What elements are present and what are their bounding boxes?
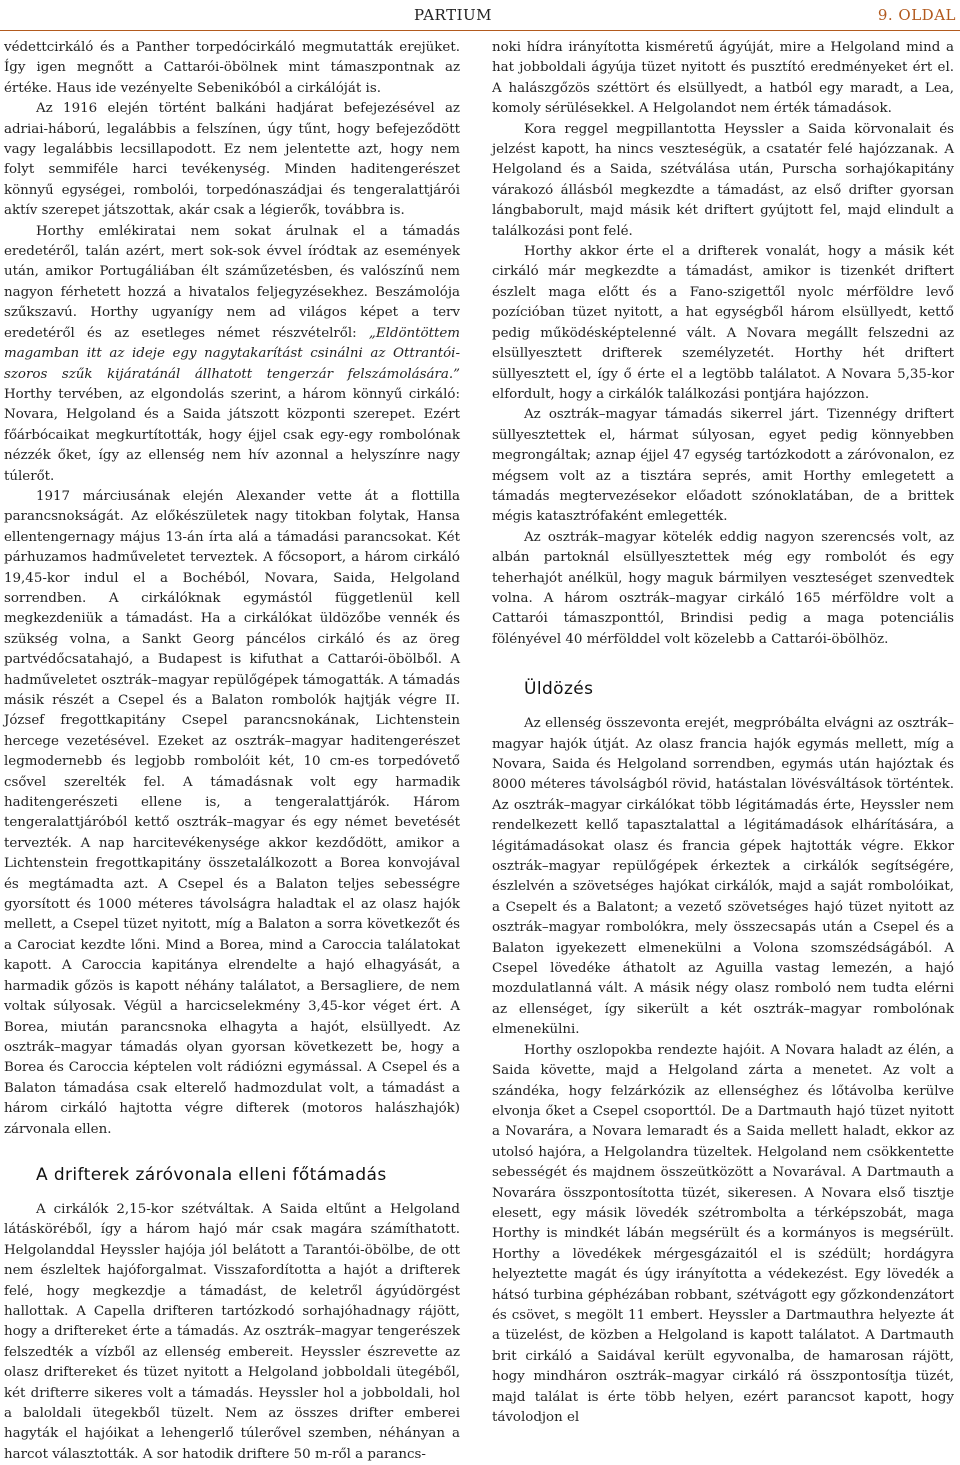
paragraph [4, 222, 460, 487]
section-heading: Üldözés [524, 679, 594, 700]
right-column [492, 38, 954, 1425]
page-number: 9. OLDAL [877, 6, 956, 24]
paragraph: Kora reggel megpillantotta Heyssler a Saida körvonalait és jelzést kapott, ha nincs veszteségük, a csatatér felé hajózzanak. A Helgoland és a Saida, szétválása után, Purscha sorhajókapitány várakozó állásból megkezdte a támadást, az első drifter gyorsan lángbaborult, majd másik két driftert gyújtott fel, majd elindult a találkozási pont felé. [492, 121, 954, 239]
paragraph: Az osztrák–magyar támadás sikerrel járt. Tizennégy driftert süllyesztettek el, hármat súlyosan, egyet pedig könnyebben megrongáltak; aznap éjjel 47 egység tartózkodott a záróvonalon, ez mégsem volt az a tisztára seprés, amit Horthy emlegetett a támadás megtervezésekor előadott szónoklatában, de a brittek mégis katasztrófaként emlegették. [492, 407, 954, 525]
header-rule [0, 30, 960, 31]
left-column [4, 38, 460, 1462]
paragraph-text: Horthy emlékiratai nem sokat árulnak el a támadás eredetéről, talán azért, mert sok-sok évvel íródtak az események után, amikor Portugáliában élt száműzetésben, és valószínű nem nagyon férhetett hozzá a hivatalos feljegyzésekhez. Beszámolója szűkszavú. Horthy ugyanígy nem ad világos képet a terv eredetéről és az esetleges német részvételről: [4, 223, 460, 341]
paragraph: Az 1916 elején történt balkáni hadjárat befejezésével az adriai-háború, legalábbis a felszínen, úgy tűnt, hogy befejeződött vagy legalábbis lecsillapodott. Ez nem jelentette azt, hogy nem folyt semmiféle harci tevékenység. Minden haditengerészet könnyű egységei, rombolói, torpedónaszádjai és tengeralattjárói aktív szerepet játszottak, akár csak a légierők, továbbra is. [4, 101, 460, 219]
paragraph: Az osztrák–magyar kötelék eddig nagyon szerencsés volt, az albán partoknál elsüllyesztettek még egy rombolót és egy teherhajót anélkül, hogy maguk bármilyen veszteséget szenvedtek volna. A három osztrák–magyar cirkáló 165 mérföldre volt a Cattarói támaszponttól, Brindisi pedig a maga potenciális fölényével 40 mérfölddel volt közelebb a Cattarói-öbölhöz. [492, 529, 954, 647]
section-heading: A drifterek záróvonala elleni főtámadás [36, 1164, 387, 1185]
paragraph: noki hídra irányította kisméretű ágyúját, mire a Helgoland mind a hat jobboldali ágyúja tüzet nyitott és pusztító eredményeket ért el. A halászgőzös széttört és elsüllyedt, a hatból egy maradt, a Lea, komoly sérülésekkel. A Helgolandot nem érték támadások. [492, 40, 954, 117]
paragraph: Horthy oszlopokba rendezte hajóit. A Novara haladt az élén, a Saida követte, majd a Helgoland zárta a menetet. Az volt a szándéka, hogy felzárkózik az ellenséghez és lőtávolba kerülve elvonja őket a Csepel csoporttól. De a Dartmauth hajó tüzet nyitott a Novarára, a Novara lemaradt és a Saida mellett haladt, ekkor az utolsó hajóra, a Helgolandra tüzeltek. Helgoland nem csökkentette sebességét és majdnem összeütközött a Novarával. A Dartmauth a Novarára összpontosította tüzét, sikeresen. A Novara első tisztje elesett, egy másik lövedék szétrombolta a térképszobát, maga Horthy is mindkét lábán megsérült és a kormányos is megsérült. Horthy a lövedékek mérgesgázaitól el is szédült; hordágyra helyeztette magát és úgy irányította a védekezést. Egy lövedék a hátsó turbina géphézában robbant, szétvágott egy gőzkondenzátort és csövet, s megölt 11 embert. Heyssler a Dartmauthra helyezte át a tüzelést, de közben a Helgoland is kapott találatot. A Dartmauth brit cirkáló a Saidával került egyvonalba, de hamarosan rájött, hogy mindháron osztrák–magyar cirkáló rá összpontosítja tüzét, majd találat is érte több helyen, ezért parancsot kapott, hogy távolodjon el [492, 1042, 954, 1425]
section-title: PARTIUM [414, 6, 493, 24]
paragraph: Az ellenség összevonta erejét, megpróbálta elvágni az osztrák–magyar hajók útját. Az olasz francia hajók egymás mellett, míg a Novara, Saida és Helgoland sorrendben, egymás után hajóztak és 8000 méteres távolságból rövid, hatástalan lövésváltások történtek. Az osztrák–magyar cirkálókat több légitámadás érte, Heyssler nem rendelkezett kellő tapasztalattal a légitámadások elhárítására, a légitámadásokat olasz és francia gépek hajtották végre. Ekkor osztrák–magyar repülőgépek érkeztek a cirkálók segítségére, észlelvén a szövetséges hajókat cirkálók, majd a saját rombolóikat, a Csepelt és a Balatont; a vezető szövetséges hajó tüzet nyitott az osztrák–magyar rombolókra, mely összecsapás után a Csepel és a Balaton igyekezett elmenekülni a Volona szomszédságából. A Csepel lövedéke áthatolt az Aguilla vastag lemezén, a hajó mozdulatlanná vált. A másik négy olasz romboló nem tudta elérni az ellenséget, így sikerült a két osztrák–magyar rombolónak elmenekülni. [492, 716, 954, 1038]
horthy-quote: „Eldöntöttem magamban itt az ideje egy nagytakarítást csinálni az Ottrantói-szoros szűk kijáratánál állhatott tengerzár felszámolására.” [4, 325, 460, 382]
paragraph: védettcirkáló és a Panther torpedócirkáló megmutatták erejüket. Így igen megnőtt a Cattarói-öbölnek mint támaszpontnak az értéke. Haus ide vezényelte Sebenikóból a cirkálóját is. [4, 40, 460, 96]
page-header [0, 0, 960, 34]
paragraph: A cirkálók 2,15-kor szétváltak. A Saida eltűnt a Helgoland látásköréből, így a három hajó már csak magára számíthatott. Helgolanddal Heyssler hajója jól belátott a Tarantói-öbölbe, de ott nem észleltek hajóforgalmat. Visszafordította a hajót a drifterek felé, hogy megkezdje a támadást, de keletről ágyúdörgést hallottak. A Capella drifteren tartózkodó sorhajóhadnagy rájött, hogy a driftereket érte a támadás. Az osztrák–magyar tengerészek felszedték a vízből az ellenség embereit. Heyssler észrevette az olasz driftereket és tüzet nyitott a Helgoland jobboldali ütegéből, két drifterre sikeres volt a támadás. Heyssler hol a jobboldali, hol a baloldali ütegekből tüzelt. Nem az összes drifter emberei hagyták el hajóikat a lehengerlő túlerővel szemben, néhányan a harcot választották. A sor hatodik driftere 50 m-ről a parancs- [4, 1201, 460, 1462]
paragraph-text: Horthy tervében, az elgondolás szerint, a három könnyű cirkáló: Novara, Helgoland és a Saida játszott központi szerepet. Ezért főárbócaikat megkurtították, hogy éjjel csak egy-egy rombolónak nézzék őket, így az ellenség nem hív azonnal a helyszínre nagy túlerőt. [4, 386, 460, 484]
paragraph: 1917 márciusának elején Alexander vette át a flottilla parancsnokságát. Az előkészületek nagy titokban folytak, Hansa ellentengernagy május 13-án írta alá a támadási parancsokat. Két párhuzamos hadműveletet terveztek. A főcsoport, a három cirkáló 19,45-kor indul el a Bochéból, Novara, Saida, Helgoland sorrendben. A cirkálóknak egymástól függetlenül kell megkezdeniük a támadást. Ha a cirkálókat üldözőbe vennék és szükség volna, a Sankt Georg páncélos cirkáló és az öreg partvédőcsatahajó, a Budapest is kifuthat a Cattarói-öbölből. A hadműveletet osztrák–magyar repülőgépek támogatták. A támadás másik részét a Csepel és a Balaton rombolók hajtják végre II. József fregottkapitány Csepel parancsnokának, Lichtenstein hercege vezetésével. Ezeket az osztrák–magyar haditengerészet legmodernebb és legjobb rombolóit két, 10 cm-es torpedóvető csővel szerelték fel. A támadásnak volt egy harmadik haditengerészeti ellene is, a tengeralattjárók. Három tengeralattjáróból kettő osztrák–magyar és egy német bevetését tervezték. A nap harcitevékenysége akkor kezdődött, amikor a Lichtenstein fregottkapitány összetalálkozott a Borea konvojával és megtámadta azt. A Csepel és a Balaton teljes sebességre gyorsított és 1000 méteres távolságra haladtak el az olasz hajók mellett, a Csepel tüzet nyitott, míg a Balaton a sorra következőt és a Carociat kezdte lőni. Mind a Borea, mind a Caroccia találatokat kapott. A Caroccia kapitánya elrendelte a hajó elhagyását, a harmadik gőzös is kapott néhány találatot, a Bersagliere, de nem voltak súlyosak. Végül a harcicselekmény 3,45-kor véget ért. A Borea, miután parancsnoka elhagyta a hajót, elsüllyedt. Az osztrák–magyar támadás olyan gyorsan következett be, hogy a Borea és Caroccia képtelen volt rádiózni egymással. A Csepel és a Balaton támadása csak elterelő hadmozdulat volt, a támadást a három cirkáló hajtotta végre difterek (motoros halászhajók) zárvonala ellen. [4, 488, 460, 1137]
paragraph: Horthy akkor érte el a drifterek vonalát, hogy a másik két cirkáló már megkezdte a támadást, amikor is tizenkét driftert észlelt maga előtt és a Fano-szigettől nyolc mérföldre levő pozícióban tüzet nyitott, a hat egységből három elsüllyedt, kettő pedig működésképtelenné vált. A Novara megállt felszedni az elsüllyesztett drifterek személyzetét. Horthy hét driftert süllyesztett el, így ő érte el a legtöbb találatot. A Novara 5,35-kor elfordult, hogy a cirkálók találkozási pontjára hajózzon. [492, 244, 954, 402]
